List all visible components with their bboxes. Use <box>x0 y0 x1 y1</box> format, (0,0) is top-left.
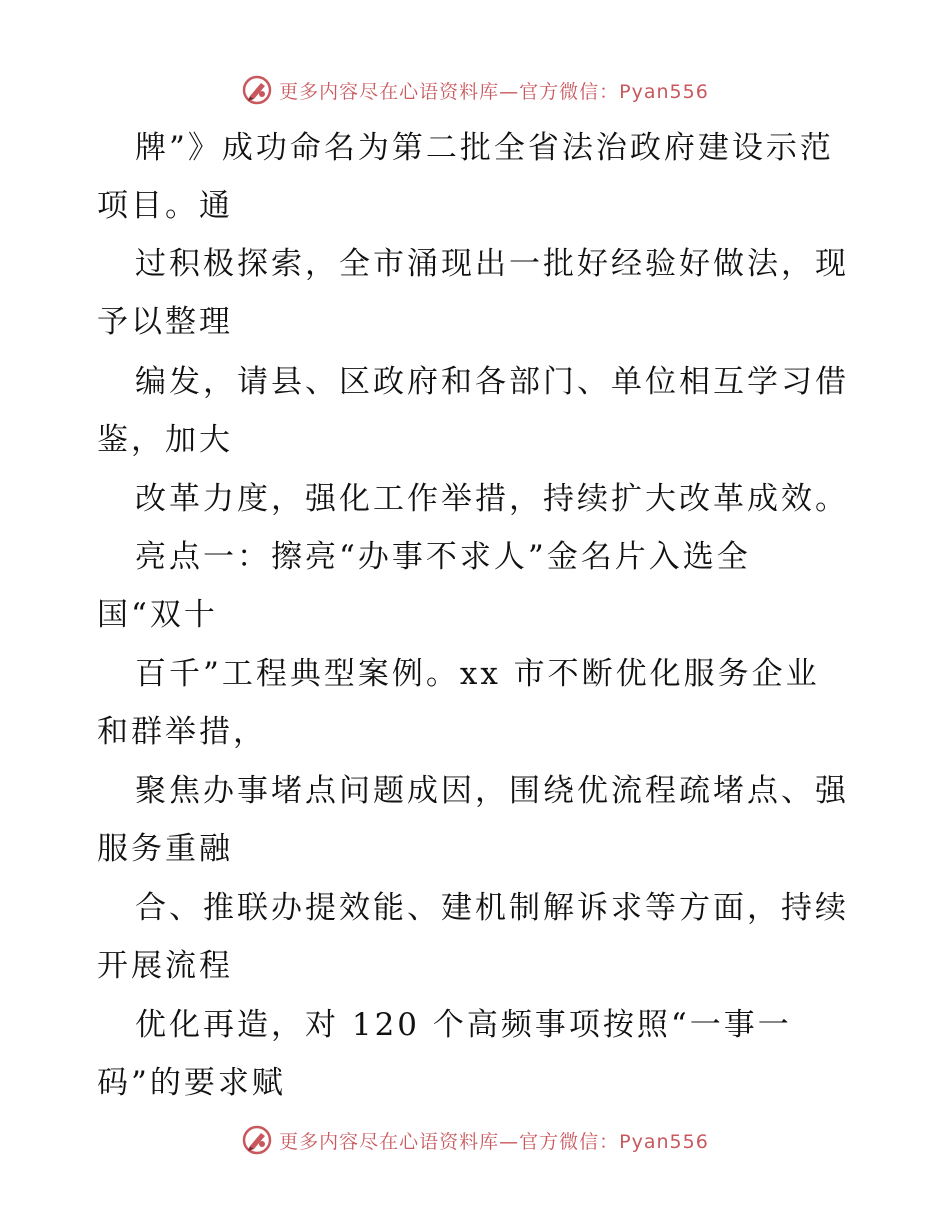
body-line-5: 编发，请县、区政府和各部门、单位相互学习借 <box>135 364 849 400</box>
body-line-3: 过积极探索，全市涌现出一批好经验好做法，现 <box>135 246 849 282</box>
body-line-7: 改革力度，强化工作举措，持续扩大改革成效。 <box>135 481 849 517</box>
body-line-15: 开展流程 <box>97 948 233 984</box>
body-line-10: 百千”工程典型案例。xx 市不断优化服务企业 <box>135 656 820 692</box>
body-line-2: 项目。通 <box>97 188 233 224</box>
body-line-13: 服务重融 <box>97 831 233 867</box>
pen-seal-icon <box>241 1124 273 1156</box>
body-line-14: 合、推联办提效能、建机制解诉求等方面，持续 <box>135 890 849 926</box>
body-line-4: 予以整理 <box>97 304 233 340</box>
body-line-6: 鉴，加大 <box>97 422 233 458</box>
body-line-1: 牌”》成功命名为第二批全省法治政府建设示范 <box>135 130 834 166</box>
header-banner-text: 更多内容尽在心语资料库—官方微信：Pyan556 <box>279 80 709 103</box>
body-line-16: 优化再造，对 120 个高频事项按照“一事一 <box>135 1007 792 1043</box>
body-line-8: 亮点一：擦亮“办事不求人”金名片入选全 <box>135 539 751 575</box>
footer-banner <box>0 1120 950 1160</box>
body-line-11: 和群举措， <box>97 714 267 750</box>
body-line-17: 码”的要求赋 <box>97 1065 286 1101</box>
body-line-9: 国“双十 <box>97 597 218 633</box>
footer-banner-text: 更多内容尽在心语资料库—官方微信：Pyan556 <box>279 1130 709 1153</box>
body-line-12: 聚焦办事堵点问题成因，围绕优流程疏堵点、强 <box>135 773 849 809</box>
